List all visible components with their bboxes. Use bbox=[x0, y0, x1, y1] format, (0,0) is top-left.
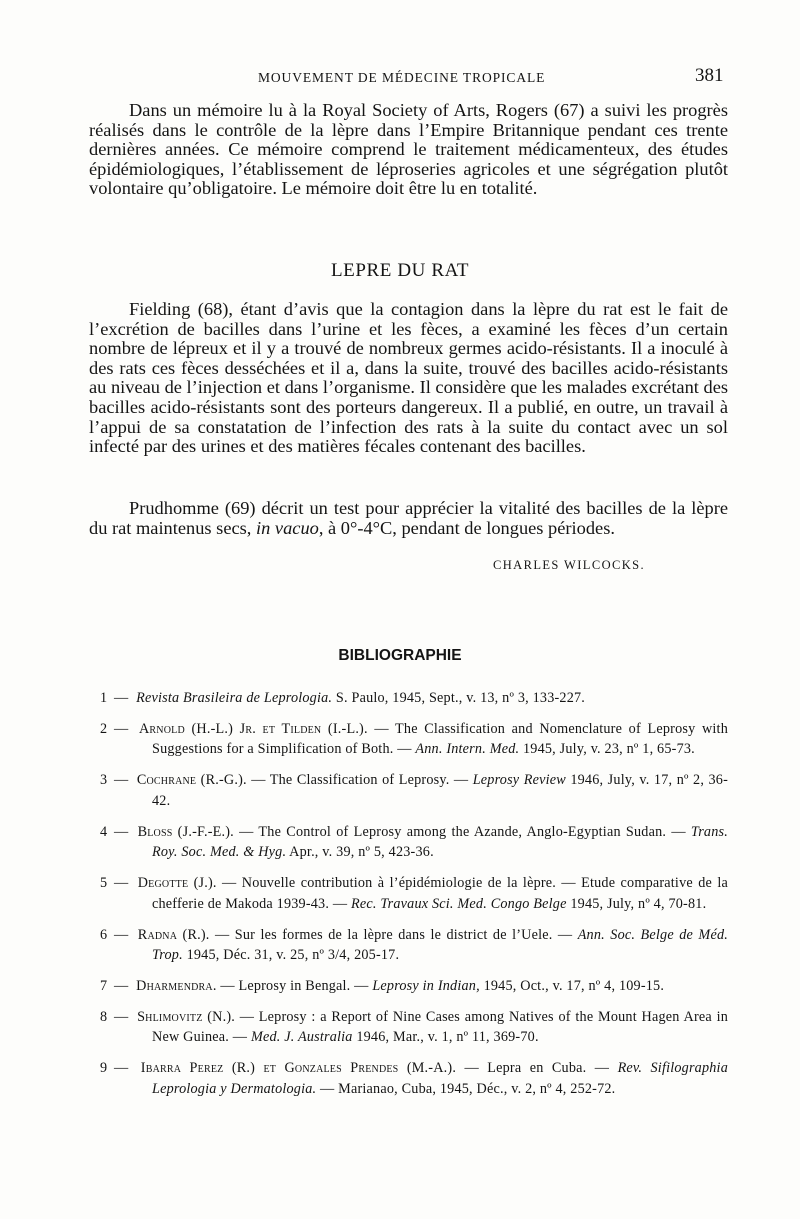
entry-number: 6 bbox=[100, 926, 108, 943]
entry-title: — Leprosy in Bengal. — bbox=[216, 978, 373, 995]
entry-journal: Ann. Soc. Belge de Méd. Trop. bbox=[152, 926, 728, 964]
paragraph-prudhomme bbox=[89, 499, 728, 538]
entry-details: 1945, Oct., v. 17, nº 4, 109-15. bbox=[479, 978, 665, 995]
entry-authors: Dharmendra. bbox=[136, 978, 217, 995]
entry-number: 2 bbox=[100, 721, 108, 737]
paragraph-rogers: Dans un mémoire lu à la Royal Society of Arts, Rogers (67) a suivi les progrès réalisés dans le contrôle de la lèpre dans l’Empire Britannique pendant ces trente dernières années. Ce mémoire comprend le traitement médicamenteux, des études épidémiologiques, l’établissement de léproseries agricoles et une ségrégation plutôt volontaire qu’obligatoire. Le mémoire doit être lu en totalité. bbox=[89, 100, 728, 199]
entry-authors: Arnold (H.-L.) Jr. et Tilden (I.-L.). bbox=[138, 721, 368, 737]
running-header bbox=[0, 65, 800, 92]
entry-dash: — bbox=[114, 823, 134, 840]
entry-dash: — bbox=[114, 772, 133, 789]
entry-number: 4 bbox=[100, 823, 108, 840]
entry-dash: — bbox=[114, 690, 133, 706]
entry-dash: — bbox=[114, 978, 133, 995]
entry-authors: Ibarra Perez (R.) et Gonzales Prendes (M.-A.). bbox=[140, 1060, 457, 1077]
entry-journal: Rev. Sifilographia Leprologia y Dermatologia. bbox=[152, 1060, 728, 1097]
entry-title: — The Classification and Nomenclature of Leprosy with Suggestions for a Simplification of Both. — bbox=[152, 721, 728, 758]
entry-details: 1946, July, v. 17, nº 2, 36-42. bbox=[152, 772, 729, 809]
entry-journal: Revista Brasileira de Leprologia. bbox=[136, 690, 333, 706]
bibliography-entry bbox=[100, 1058, 728, 1099]
bibliography-entry bbox=[100, 770, 728, 811]
entry-number: 7 bbox=[100, 978, 108, 995]
entry-authors: Degotte (J.). bbox=[137, 875, 217, 892]
prudhomme-text-italic: in vacuo bbox=[256, 517, 319, 538]
prudhomme-paragraph-block bbox=[89, 499, 728, 538]
entry-journal: Rec. Travaux Sci. Med. Congo Belge bbox=[350, 895, 567, 912]
bibliography-entry bbox=[100, 1007, 728, 1048]
entry-details: 1945, Déc. 31, v. 25, nº 3/4, 205-17. bbox=[182, 947, 400, 964]
bibliography-heading: BIBLIOGRAPHIE bbox=[338, 647, 462, 664]
entry-dash: — bbox=[114, 721, 135, 737]
entry-details: Apr., v. 39, nº 5, 423-36. bbox=[286, 844, 434, 861]
entry-dash: — bbox=[114, 1009, 134, 1026]
page-number: 381 bbox=[695, 65, 724, 86]
entry-details: S. Paulo, 1945, Sept., v. 13, nº 3, 133-227. bbox=[332, 690, 586, 706]
entry-authors: Cochrane (R.-G.). bbox=[136, 772, 247, 789]
entry-number: 5 bbox=[100, 875, 108, 892]
entry-number: 3 bbox=[100, 772, 108, 789]
entry-number: 1 bbox=[100, 690, 108, 706]
bibliography-entry bbox=[100, 688, 728, 708]
entry-title: — Sur les formes de la lèpre dans le district de l’Uele. — bbox=[209, 926, 578, 943]
bibliography-entry bbox=[100, 822, 728, 863]
entry-details: 1945, July, v. 23, nº 1, 65-73. bbox=[519, 741, 695, 758]
paragraph-fielding: Fielding (68), étant d’avis que la contagion dans la lèpre du rat est le fait de l’excrétion de bacilles dans l’urine et les fèces, a examiné les fèces d’un certain nombre de lépreux et il y a trouvé de nombreux germes acido-résistants. Il a inoculé à des rats ces fèces desséchées et il a, dans la suite, trouvé des bacilles acido-résistants au niveau de l’injection et dans l’organisme. Il considère que les malades excrétant des bacilles acido-résistants sont des porteurs dangereux. Il a publié, en outre, un travail à l’appui de sa constatation de l’infection des rats à la suite du contact avec un sol infecté par des urines et des matières fécales contenant des bacilles. bbox=[89, 299, 729, 457]
entry-details: 1945, July, nº 4, 70-81. bbox=[566, 895, 707, 912]
entry-journal: Trans. Roy. Soc. Med. & Hyg. bbox=[152, 823, 728, 861]
entry-authors: Bloss (J.-F.-E.). bbox=[137, 823, 234, 840]
running-title: MOUVEMENT DE MÉDECINE TROPICALE bbox=[258, 70, 546, 85]
entry-title: — The Control of Leprosy among the Azande, Anglo-Egyptian Sudan. — bbox=[233, 823, 691, 840]
bibliography-entry bbox=[100, 976, 728, 996]
entry-title: — Leprosy : a Report of Nine Cases among Natives of the Mount Hagen Area in New Guinea. — bbox=[152, 1009, 728, 1046]
entry-dash: — bbox=[114, 926, 134, 943]
entry-number: 9 bbox=[100, 1060, 108, 1077]
entry-title: — Nouvelle contribution à l’épidémiologie de la lèpre. — Etude comparative de la chefferie de Makoda 1939-43. — bbox=[152, 875, 728, 912]
bibliography-list bbox=[100, 688, 728, 1110]
prudhomme-text-start: Prudhomme (69) décrit un test pour apprécier la vitalité des bacilles de la lèpre du rat maintenus secs, bbox=[89, 498, 728, 538]
prudhomme-text-end: , à 0°-4°C, pendant de longues périodes. bbox=[318, 517, 615, 538]
entry-journal: Med. J. Australia bbox=[250, 1029, 353, 1046]
entry-authors: Shlimovitz (N.). bbox=[137, 1009, 236, 1026]
entry-journal: Leprosy Review bbox=[472, 772, 566, 789]
entry-dash: — bbox=[114, 1060, 137, 1077]
entry-details: 1946, Mar., v. 1, nº 11, 369-70. bbox=[352, 1029, 539, 1046]
author-signature: CHARLES WILCOCKS. bbox=[493, 558, 646, 572]
bibliography-entry bbox=[100, 873, 728, 914]
entry-title: — The Classification of Leprosy. — bbox=[246, 772, 473, 789]
entry-number: 8 bbox=[100, 1009, 108, 1026]
bibliography-entry bbox=[100, 719, 728, 760]
entry-journal: Ann. Intern. Med. bbox=[415, 741, 520, 758]
bibliography-entry bbox=[100, 925, 728, 966]
entry-details: — Marianao, Cuba, 1945, Déc., v. 2, nº 4, 252-72. bbox=[316, 1080, 616, 1097]
entry-title: — Lepra en Cuba. — bbox=[456, 1060, 618, 1077]
fielding-paragraph-block bbox=[89, 300, 728, 457]
entry-journal: Leprosy in Indian, bbox=[372, 978, 480, 995]
intro-paragraph-block bbox=[89, 101, 728, 199]
entry-dash: — bbox=[114, 875, 134, 892]
section-heading: LEPRE DU RAT bbox=[330, 260, 470, 281]
entry-authors: Radna (R.). bbox=[137, 926, 210, 943]
